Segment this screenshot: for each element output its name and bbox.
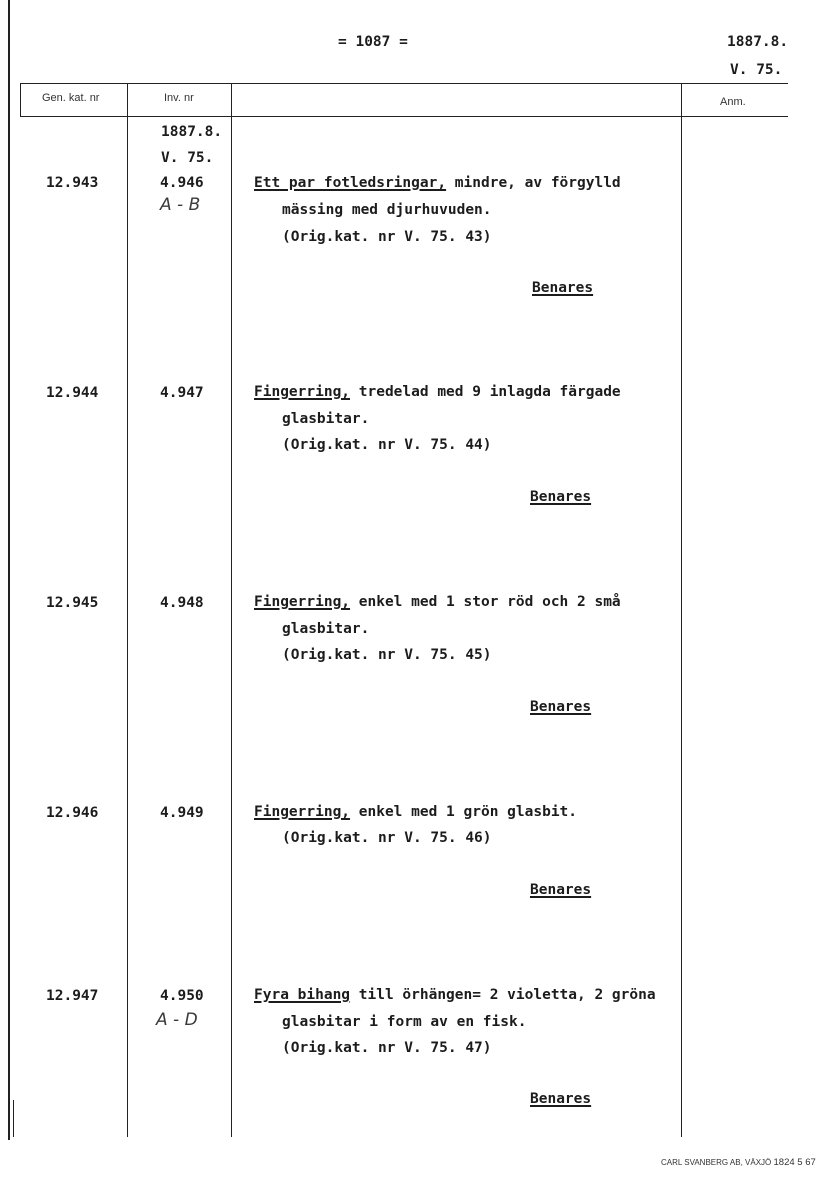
description-text: enkel med 1 stor röd och 2 små xyxy=(350,594,621,610)
inv-head-year: 1887.8. xyxy=(161,124,223,140)
column-divider-desc xyxy=(231,83,232,1137)
inv-handwritten-note: A - B xyxy=(160,195,201,215)
description-line-2: mässing med djurhuvuden. xyxy=(282,202,492,218)
margin-rule xyxy=(8,0,10,1140)
description-line-1 xyxy=(254,987,656,1003)
gen-kat-number: 12.944 xyxy=(46,385,99,401)
printer-imprint xyxy=(661,1157,816,1168)
description-text: enkel med 1 grön glasbit. xyxy=(350,804,578,820)
form-code: 1824 5 67 xyxy=(773,1157,816,1168)
object-title: Fyra bihang xyxy=(254,987,351,1003)
gen-kat-number: 12.947 xyxy=(46,988,99,1004)
inv-number: 4.948 xyxy=(160,595,204,611)
column-divider-left-low xyxy=(13,1100,14,1137)
description-line-2: glasbitar i form av en fisk. xyxy=(282,1014,527,1030)
description-text: till örhängen= 2 violetta, 2 gröna xyxy=(350,987,656,1003)
orig-kat-reference: (Orig.kat. nr V. 75. 43) xyxy=(282,229,492,245)
description-line-1 xyxy=(254,175,621,191)
description-line-2: glasbitar. xyxy=(282,621,370,637)
orig-kat-reference: (Orig.kat. nr V. 75. 45) xyxy=(282,647,492,663)
header-anm: Anm. xyxy=(720,96,746,108)
description-line-1 xyxy=(254,384,621,400)
description-line-1 xyxy=(254,594,621,610)
column-divider-anm xyxy=(681,83,682,1137)
inv-number: 4.947 xyxy=(160,385,204,401)
column-divider-gen xyxy=(20,83,21,117)
object-title: Fingerring, xyxy=(254,594,351,610)
description-line-2: glasbitar. xyxy=(282,411,370,427)
provenance-place: Benares xyxy=(530,882,592,898)
object-title: Ett par fotledsringar, xyxy=(254,175,447,191)
description-line-1 xyxy=(254,804,577,820)
provenance-place: Benares xyxy=(530,1091,592,1107)
description-text: tredelad med 9 inlagda färgade xyxy=(350,384,621,400)
printer-name: CARL SVANBERG AB, VÄXJÖ xyxy=(661,1158,772,1167)
table-top-rule xyxy=(20,83,788,84)
top-right-year: 1887.8. xyxy=(727,34,789,50)
orig-kat-reference: (Orig.kat. nr V. 75. 46) xyxy=(282,830,492,846)
orig-kat-reference: (Orig.kat. nr V. 75. 44) xyxy=(282,437,492,453)
column-divider-inv xyxy=(127,83,128,1137)
inv-number: 4.950 xyxy=(160,988,204,1004)
provenance-place: Benares xyxy=(530,489,592,505)
description-text: mindre, av förgylld xyxy=(446,175,621,191)
top-right-collection: V. 75. xyxy=(730,62,783,78)
inv-number: 4.949 xyxy=(160,805,204,821)
inv-head-collection: V. 75. xyxy=(161,150,214,166)
header-gen-kat-nr: Gen. kat. nr xyxy=(42,92,100,104)
object-title: Fingerring, xyxy=(254,384,351,400)
object-title: Fingerring, xyxy=(254,804,351,820)
gen-kat-number: 12.946 xyxy=(46,805,99,821)
orig-kat-reference: (Orig.kat. nr V. 75. 47) xyxy=(282,1040,492,1056)
inv-handwritten-note: A - D xyxy=(156,1010,198,1030)
gen-kat-number: 12.943 xyxy=(46,175,99,191)
header-inv-nr: Inv. nr xyxy=(164,92,194,104)
inv-number: 4.946 xyxy=(160,175,204,191)
page-number: = 1087 = xyxy=(338,34,408,50)
table-header-rule xyxy=(20,116,788,117)
provenance-place: Benares xyxy=(530,699,592,715)
gen-kat-number: 12.945 xyxy=(46,595,99,611)
provenance-place: Benares xyxy=(532,280,594,296)
